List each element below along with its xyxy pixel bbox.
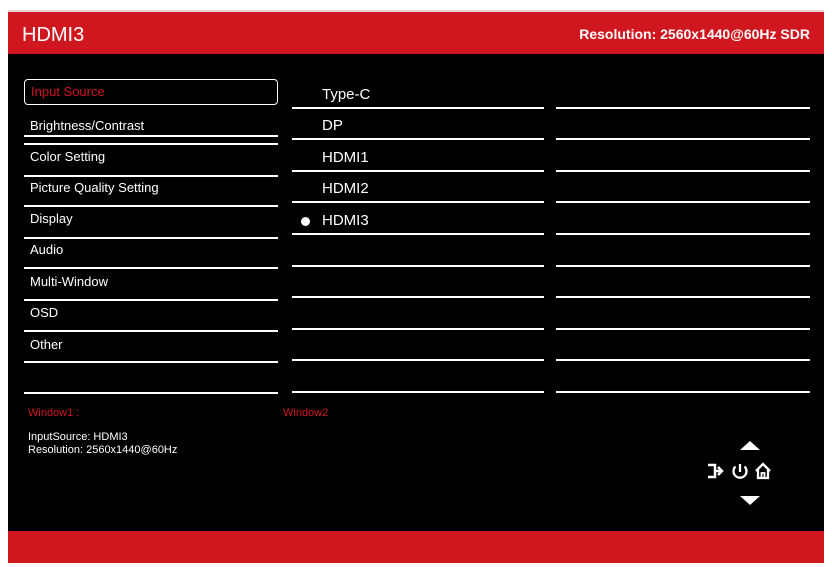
home-icon[interactable] [753,462,773,480]
menu-item-osd[interactable]: OSD [30,305,59,320]
submenu-divider [556,201,810,203]
option-hdmi1[interactable]: HDMI1 [322,149,369,166]
window2-title: Window2 [283,407,329,419]
window1-title: Window1 : [28,407,80,419]
menu-divider [24,361,278,363]
header-bar [8,10,824,54]
submenu-divider [556,391,810,393]
submenu-divider [556,328,810,330]
resolution-status: Resolution: 2560x1440@60Hz SDR [579,26,810,42]
osd-frame [8,10,824,563]
footer-bar [8,531,824,563]
submenu-divider [556,359,810,361]
power-icon[interactable] [731,462,749,480]
submenu-divider [556,170,810,172]
menu-item-display[interactable]: Display [30,211,73,226]
menu-item-brightness-contrast[interactable]: Brightness/Contrast [30,118,145,133]
submenu-divider [556,107,810,109]
option-divider [292,233,544,235]
submenu-divider [556,233,810,235]
option-divider [292,296,544,298]
option-divider [292,201,544,203]
option-divider [292,170,544,172]
option-hdmi2[interactable]: HDMI2 [322,180,369,197]
option-divider [292,138,544,140]
option-divider [292,265,544,267]
exit-icon[interactable] [706,462,726,480]
up-arrow-icon[interactable] [740,441,760,450]
option-dp[interactable]: DP [322,117,343,134]
menu-item-other[interactable]: Other [30,337,63,352]
option-type-c[interactable]: Type-C [322,86,371,103]
menu-item-input-source[interactable]: Input Source [24,79,278,105]
option-divider [292,107,544,109]
menu-divider [24,392,278,394]
option-hdmi3[interactable]: HDMI3 [322,212,369,229]
window1-input-source: InputSource: HDMI3 [28,431,128,443]
submenu-divider [556,296,810,298]
menu-item-multi-window[interactable]: Multi-Window [30,274,109,289]
option-divider [292,359,544,361]
down-arrow-icon[interactable] [740,496,760,505]
option-divider [292,328,544,330]
menu-item-picture-quality-setting[interactable]: Picture Quality Setting [30,180,159,195]
submenu-divider [556,265,810,267]
selected-bullet-icon [301,217,310,226]
submenu-divider [556,138,810,140]
menu-item-audio[interactable]: Audio [30,242,64,257]
current-input-title: HDMI3 [22,24,85,46]
menu-item-color-setting[interactable]: Color Setting [30,149,106,164]
window1-resolution: Resolution: 2560x1440@60Hz [28,444,178,456]
option-divider [292,391,544,393]
